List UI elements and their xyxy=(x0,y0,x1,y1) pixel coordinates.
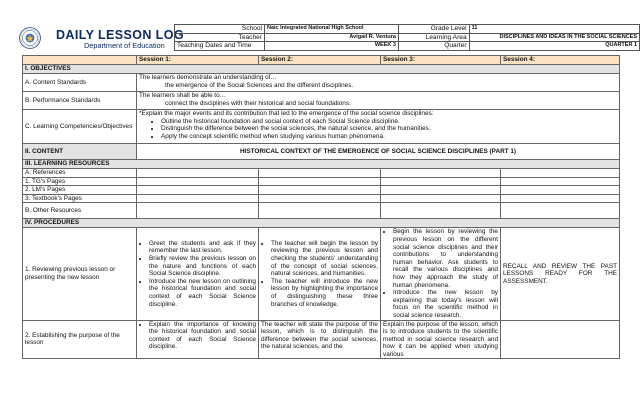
teaching-dates-value: WEEK 3 xyxy=(265,42,399,51)
procedure-2-session-1 xyxy=(137,320,259,359)
content-standards-line1: The learners demonstrate an understanding of… xyxy=(139,74,277,81)
grade-level-value: 11 xyxy=(469,25,639,34)
procedure-step: • The teacher will begin the lesson by reviewing the previous lesson and checking the students' understanding of the concept of social sciences, natural sciences, and humanities. xyxy=(271,240,378,278)
learning-competencies-text xyxy=(137,110,620,144)
content-heading: II. CONTENT xyxy=(23,144,137,160)
deped-seal-icon xyxy=(19,27,41,49)
content-topic: HISTORICAL CONTEXT OF THE EMERGENCE OF SOCIAL SCIENCE DISCIPLINES (PART 1) xyxy=(137,144,620,160)
lesson-log-table xyxy=(22,55,620,359)
procedures-section-row xyxy=(23,219,620,228)
procedure-1-session-3 xyxy=(381,228,501,320)
procedure-2-session-4 xyxy=(501,320,620,359)
procedure-2-label: 2. Establishing the purpose of the lesson xyxy=(23,320,137,359)
competency-item: • Distinguish the difference between the social sciences, the natural science, and the humanities. xyxy=(161,125,617,133)
learning-competencies-row xyxy=(23,110,620,144)
textbook-pages-label: 3. Textbook's Pages xyxy=(23,194,137,203)
other-resources-row xyxy=(23,203,620,219)
school-label: School xyxy=(175,25,265,34)
procedures-heading: IV. PROCEDURES xyxy=(23,219,620,228)
lm-pages-label: 2. LM's Pages xyxy=(23,186,137,195)
procedure-step: • Greet the students and ask if they remember the last lesson. xyxy=(149,240,256,255)
procedure-1-row xyxy=(23,228,620,320)
content-section-row xyxy=(23,144,620,160)
lm-pages-row xyxy=(23,186,620,195)
content-standards-row xyxy=(23,74,620,92)
resources-heading: III. LEARNING RESOURCES xyxy=(23,160,620,169)
performance-standards-label: B. Performance Standards xyxy=(23,92,137,110)
procedure-step: • Begin the lesson by reviewing the previous lesson on the different social science disciplines and their contributions to understanding human behavior. Ask students to recall the various disciplines and how they approach the study of human phenomena. xyxy=(393,228,498,289)
session-2-header: Session 2: xyxy=(259,56,381,65)
procedure-step: • Introduce the new lesson by explaining that today's lesson will focus on the scientific method in social science research. xyxy=(393,289,498,319)
learning-competencies-label-text: C. Learning Competencies/Objectives xyxy=(25,122,133,130)
quarter-value: QUARTER 1 xyxy=(469,42,639,51)
teacher-label: Teacher xyxy=(175,33,265,42)
procedure-2-session-3: Explain the purpose of the lesson, which is to introduce students to the scientific method in social science research and how it can be applied when studying various xyxy=(381,320,501,359)
performance-standards-line1: The learners shall be able to… xyxy=(139,92,227,99)
other-resources-label: B. Other Resources xyxy=(23,203,137,219)
procedure-1-session-4: RECALL AND REVIEW THE PAST LESSONS READY FOR THE ASSESSMENT. xyxy=(501,228,620,320)
document-header xyxy=(0,24,640,52)
session-1-header: Session 1: xyxy=(137,56,259,65)
procedure-1-label: 1. Reviewing previous lesson or presenting the new lesson xyxy=(23,228,137,320)
competency-item: • Apply the concept scientific method when studying various human phenomena. xyxy=(161,133,617,141)
content-standards-text xyxy=(137,74,620,92)
competency-item: • Outline the historical foundation and social context of each Social Science discipline. xyxy=(161,118,617,126)
procedure-2-row xyxy=(23,320,620,359)
learning-area-label: Learning Area xyxy=(398,33,469,42)
session-3-header: Session 3: xyxy=(381,56,501,65)
performance-standards-line2: connect the disciplines with their historical and social foundations. xyxy=(165,99,351,107)
session-header-row xyxy=(23,56,620,65)
objectives-heading: I. OBJECTIVES xyxy=(23,65,620,74)
procedure-1-session-2 xyxy=(259,228,381,320)
learning-competencies-label xyxy=(23,110,137,144)
procedure-step: • Briefly review the previous lesson on the nature and functions of each Social Science discipline. xyxy=(149,255,256,278)
procedure-step: • The teacher will introduce the new lesson by highlighting the importance of distinguishing these three branches of knowledge. xyxy=(271,278,378,308)
procedure-step: • Introduce the new lesson on outlining the historical foundation and social context of each Social Science discipline. xyxy=(149,278,256,308)
content-standards-label: A. Content Standards xyxy=(23,74,137,92)
tg-pages-row xyxy=(23,177,620,186)
teaching-dates-label: Teaching Dates and Time xyxy=(175,42,265,51)
department-name: Department of Education xyxy=(84,41,165,50)
resources-section-row xyxy=(23,160,620,169)
session-4-header: Session 4: xyxy=(501,56,620,65)
procedure-1-session-1 xyxy=(137,228,259,320)
document-title: DAILY LESSON LOG xyxy=(56,28,184,42)
procedure-step: • Explain the importance of knowing the historical foundation and social context of each Social Science discipline. xyxy=(149,321,256,351)
references-label: A. References xyxy=(23,169,137,178)
textbook-pages-row xyxy=(23,194,620,203)
objectives-section-row xyxy=(23,65,620,74)
quarter-label: Quarter xyxy=(398,42,469,51)
procedure-2-session-2: The teacher will state the purpose of the lesson, which is to distinguish the difference between the social sciences, the natural sciences, and the xyxy=(259,320,381,359)
performance-standards-row xyxy=(23,92,620,110)
grade-level-label: Grade Level xyxy=(398,25,469,34)
performance-standards-text xyxy=(137,92,620,110)
header-info-table xyxy=(174,24,640,51)
references-row xyxy=(23,169,620,178)
teacher-value: Avigail R. Ventura xyxy=(265,33,399,42)
content-standards-line2: the emergence of the Social Sciences and the different disciplines. xyxy=(165,81,354,89)
school-value: Naic Integrated National High School xyxy=(265,25,399,34)
learning-competencies-intro: *Explain the major events and its contribution that led to the emergence of the social science disciplines: xyxy=(139,110,434,117)
empty-corner-cell xyxy=(23,56,137,65)
learning-area-value: DISCIPLINES AND IDEAS IN THE SOCIAL SCIENCES xyxy=(469,33,639,42)
tg-pages-label: 1. TG's Pages xyxy=(23,177,137,186)
